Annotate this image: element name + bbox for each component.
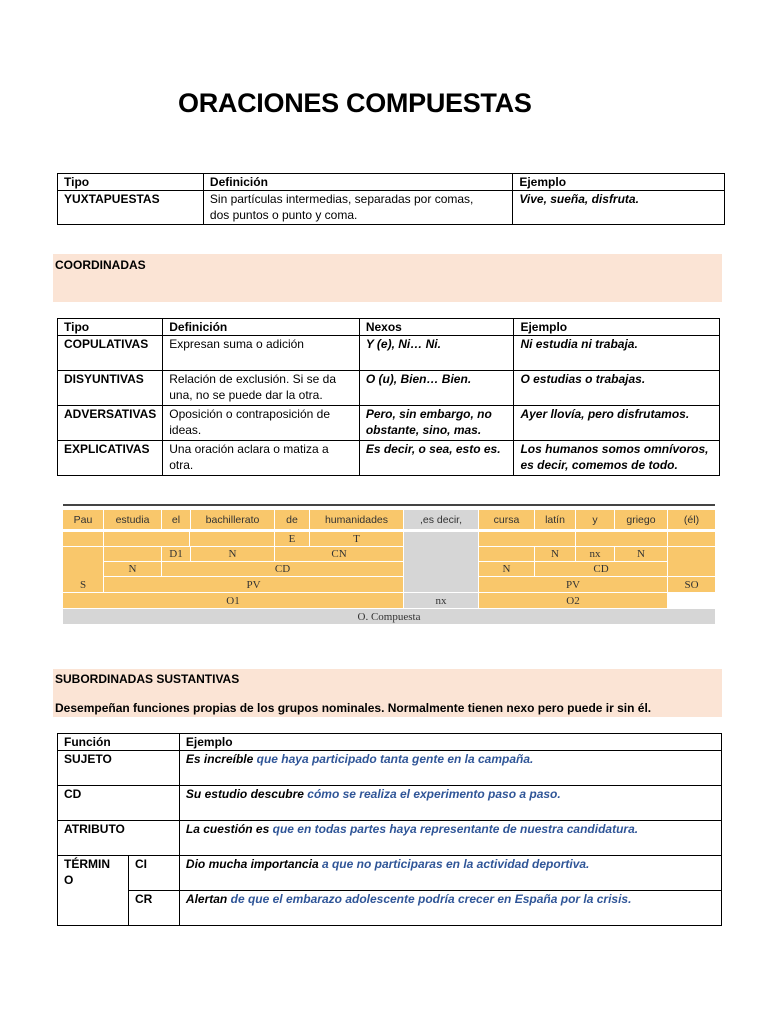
coordinadas-band <box>53 254 722 302</box>
coordinadas-table <box>57 318 720 476</box>
diagram-word: humanidades <box>310 510 403 529</box>
diagram-empty-cell <box>668 532 715 546</box>
definicion-cell <box>163 336 360 371</box>
ejemplo-line: Ni estudia ni trabaja. <box>520 337 638 351</box>
table-row <box>58 371 720 406</box>
termino-line: TÉRMIN <box>64 857 110 871</box>
diagram-label-n: N <box>104 562 161 576</box>
definicion-line: Oposición o contraposición de <box>169 407 330 421</box>
nexos-cell <box>359 406 514 441</box>
table-row <box>58 786 722 821</box>
table-row <box>58 441 720 476</box>
funcion-cell: CR <box>128 891 179 926</box>
diagram-empty-cell <box>479 532 575 546</box>
diagram-label-nx: nx <box>576 547 614 561</box>
definicion-line: Relación de exclusión. Si se da <box>169 372 336 386</box>
definicion-cell <box>163 441 360 476</box>
ejemplo-cell <box>514 336 720 371</box>
diagram-word: latín <box>535 510 575 529</box>
header-cell: Ejemplo <box>513 174 725 191</box>
tipo-cell: EXPLICATIVAS <box>58 441 163 476</box>
nexos-line: O (u), Bien… Bien. <box>365 372 472 386</box>
subordinate-clause: que haya participado tanta gente en la campaña. <box>256 752 534 766</box>
definicion-line: Una oración aclara o matiza a <box>169 442 329 456</box>
definicion-cell <box>203 191 512 225</box>
diagram-label-nx: nx <box>404 593 478 608</box>
tipo-cell: YUXTAPUESTAS <box>58 191 204 225</box>
page-title: ORACIONES COMPUESTAS <box>178 88 532 118</box>
ejemplo-cell <box>179 821 721 856</box>
main-clause: Su estudio descubre <box>185 787 308 801</box>
nexos-line: Pero, sin embargo, no <box>365 407 492 421</box>
tipo-cell: DISYUNTIVAS <box>58 371 163 406</box>
subordinate-clause: de que el embarazo adolescente podría crecer en España por la crisis. <box>230 892 632 906</box>
diagram-word: de <box>275 510 309 529</box>
table-header-row <box>58 734 722 751</box>
ejemplo-cell <box>179 856 721 891</box>
funcion-cell: CI <box>128 856 179 891</box>
nexos-cell <box>359 441 514 476</box>
diagram-empty-cell <box>668 547 715 576</box>
subordinate-clause: que en todas partes haya representante de nuestra candidatura. <box>272 822 639 836</box>
nexos-line: obstante, sino, mas. <box>365 423 482 437</box>
subordinate-clause: a que no participaras en la actividad deportiva. <box>321 857 590 871</box>
diagram-word: el <box>162 510 190 529</box>
nexos-line: Y (e), Ni… Ni. <box>365 337 441 351</box>
diagram-word: ,es decir, <box>404 510 478 529</box>
diagram-empty-cell <box>668 593 715 608</box>
definicion-line: Sin partículas intermedias, separadas por comas, <box>209 192 474 206</box>
diagram-label-s: S <box>63 577 103 592</box>
diagram-label-n: N <box>191 547 274 561</box>
ejemplo-cell <box>179 786 721 821</box>
header-cell: Nexos <box>359 319 514 336</box>
main-clause: Alertan <box>185 892 231 906</box>
diagram-empty-cell <box>576 532 667 546</box>
table-header-row <box>58 319 720 336</box>
main-clause: Es increíble <box>185 752 257 766</box>
diagram-label-cn: CN <box>275 547 403 561</box>
termino-cell <box>58 856 129 926</box>
diagram-top-rule <box>63 504 715 506</box>
diagram-label-t: T <box>310 532 403 546</box>
tipo-cell: ADVERSATIVAS <box>58 406 163 441</box>
nexos-cell <box>359 336 514 371</box>
table-row <box>58 406 720 441</box>
ejemplo-line: O estudias o trabajas. <box>520 372 646 386</box>
table-row <box>58 856 722 891</box>
header-cell: Ejemplo <box>179 734 721 751</box>
diagram-label-o2: O2 <box>479 593 667 608</box>
subordinate-clause: cómo se realiza el experimento paso a paso. <box>307 787 561 801</box>
termino-line: O <box>64 873 74 887</box>
ejemplo-line: es decir, comemos de todo. <box>520 458 678 472</box>
table-row <box>58 336 720 371</box>
ejemplo-cell <box>514 406 720 441</box>
diagram-label-so: SO <box>668 577 715 592</box>
diagram-word: cursa <box>479 510 534 529</box>
header-cell: Ejemplo <box>514 319 720 336</box>
table-header-row <box>58 174 725 191</box>
ejemplo-cell <box>514 371 720 406</box>
definicion-line: Expresan suma o adición <box>169 337 304 351</box>
definicion-cell <box>163 371 360 406</box>
diagram-label-e: E <box>275 532 309 546</box>
diagram-empty-cell <box>104 547 161 561</box>
diagram-label-cd: CD <box>162 562 403 576</box>
diagram-word: estudia <box>104 510 161 529</box>
funcion-cell: ATRIBUTO <box>58 821 180 856</box>
definicion-cell <box>163 406 360 441</box>
ejemplo-cell <box>514 441 720 476</box>
diagram-word: bachillerato <box>191 510 274 529</box>
definicion-line: otra. <box>169 458 194 472</box>
diagram-empty-cell <box>63 532 103 546</box>
diagram-word: (él) <box>668 510 715 529</box>
diagram-empty-cell <box>479 547 534 561</box>
main-clause: La cuestión es <box>185 822 273 836</box>
diagram-label-pv: PV <box>104 577 403 592</box>
ejemplo-cell <box>179 751 721 786</box>
diagram-word: griego <box>615 510 667 529</box>
table-row <box>58 821 722 856</box>
ejemplo-line: Los humanos somos omnívoros, <box>520 442 709 456</box>
diagram-label-n: N <box>479 562 534 576</box>
diagram-word: y <box>576 510 614 529</box>
diagram-label-d1: D1 <box>162 547 190 561</box>
diagram-label-cd: CD <box>535 562 667 576</box>
definicion-line: ideas. <box>169 423 202 437</box>
nexos-cell <box>359 371 514 406</box>
definicion-line: una, no se puede dar la otra. <box>169 388 323 402</box>
diagram-label-n: N <box>615 547 667 561</box>
definicion-line: dos puntos o punto y coma. <box>209 208 358 222</box>
header-cell: Función <box>58 734 180 751</box>
sustantivas-description: Desempeñan funciones propias de los grupos nominales. Normalmente tienen nexo pero puede ir sin él. <box>55 701 652 715</box>
header-cell: Tipo <box>58 174 204 191</box>
table-row <box>58 891 722 926</box>
table-row <box>58 191 725 225</box>
header-cell: Tipo <box>58 319 163 336</box>
funcion-cell: SUJETO <box>58 751 180 786</box>
funcion-cell: CD <box>58 786 180 821</box>
tipo-cell: COPULATIVAS <box>58 336 163 371</box>
diagram-label-n: N <box>535 547 575 561</box>
diagram-empty-cell <box>104 532 189 546</box>
header-cell: Definición <box>163 319 360 336</box>
syntax-analysis-diagram <box>63 504 715 628</box>
ejemplo-cell: Vive, sueña, disfruta. <box>513 191 725 225</box>
ejemplo-line: Ayer llovía, pero disfrutamos. <box>520 407 690 421</box>
ejemplo-cell <box>179 891 721 926</box>
diagram-grey-column <box>404 532 478 592</box>
table-row <box>58 751 722 786</box>
diagram-word: Pau <box>63 510 103 529</box>
coordinadas-label: COORDINADAS <box>55 258 146 272</box>
main-clause: Dio mucha importancia <box>185 857 322 871</box>
header-cell: Definición <box>203 174 512 191</box>
diagram-empty-cell <box>190 532 274 546</box>
nexos-line: Es decir, o sea, esto es. <box>365 442 501 456</box>
sustantivas-table <box>57 733 722 926</box>
diagram-label-o1: O1 <box>63 593 403 608</box>
sustantivas-label: SUBORDINADAS SUSTANTIVAS <box>55 672 240 686</box>
diagram-label-pv: PV <box>479 577 667 592</box>
diagram-label-o-compuesta: O. Compuesta <box>63 609 715 624</box>
yuxtapuestas-table <box>57 173 725 225</box>
